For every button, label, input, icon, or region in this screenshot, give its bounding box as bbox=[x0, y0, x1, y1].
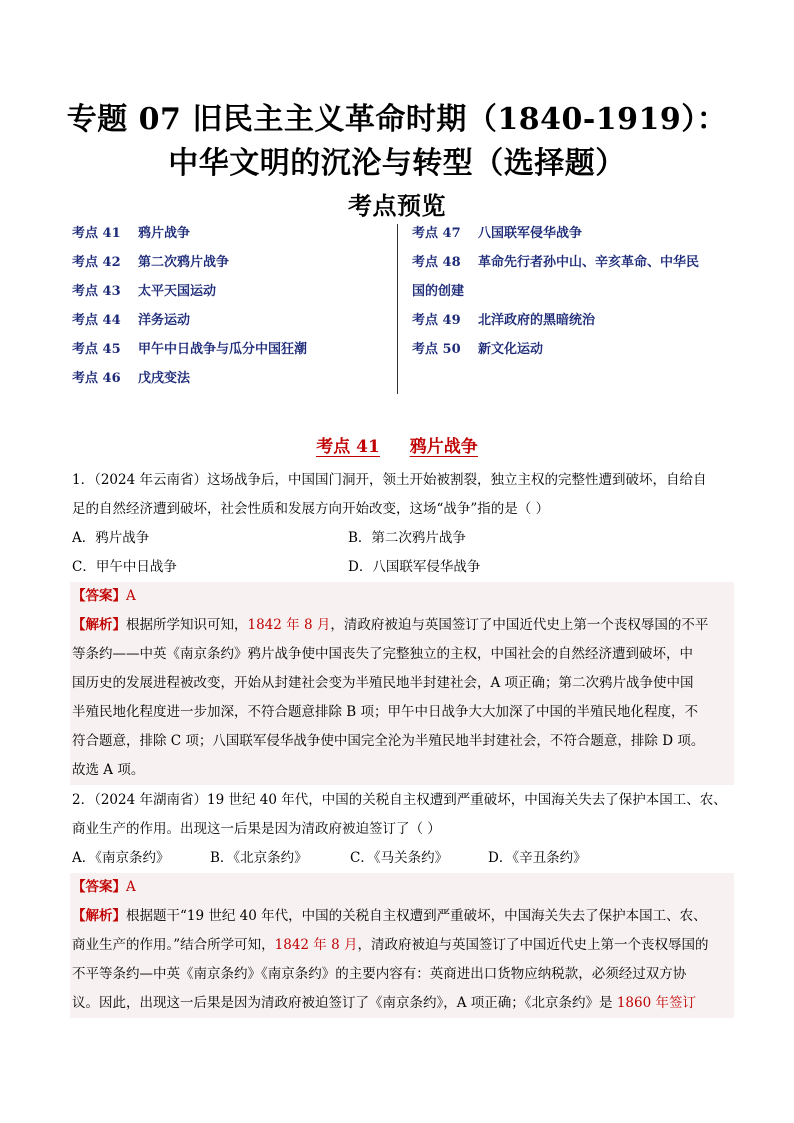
document-title-line1: 专题 07 旧民主主义革命时期（1840-1919）： bbox=[66, 102, 728, 137]
analysis-label: 【解析】 bbox=[72, 908, 126, 924]
option-c: C．甲午中日战争 bbox=[72, 559, 177, 575]
question-2-answer-box bbox=[70, 873, 734, 1018]
analysis-text: 根据题干“19 世纪 40 年代，中国的关税自主权遭到严重破坏，中国海关失去了保护本国工、农、 bbox=[126, 908, 707, 924]
question-1-options bbox=[72, 524, 732, 582]
toc-item-name: 鸦片战争 bbox=[138, 226, 191, 241]
toc-item-code: 考点 45 bbox=[72, 342, 121, 357]
question-2-options bbox=[72, 844, 732, 873]
analysis-line: 半殖民地化程度进一步加深，不符合题意排除 B 项；甲午中日战争大大加深了中国的半殖民地化程度，不 bbox=[72, 704, 699, 720]
analysis-line: 国历史的发展进程被改变，开始从封建社会变为半殖民地半封建社会，A 项正确；第二次鸦片战争使中国 bbox=[72, 675, 694, 691]
toc-item-code: 考点 41 bbox=[72, 226, 121, 241]
option-a: A．鸦片战争 bbox=[72, 530, 150, 546]
toc-item[interactable] bbox=[412, 311, 732, 340]
answer-value: A bbox=[126, 588, 136, 604]
option-a: A．《南京条约》 bbox=[72, 850, 170, 866]
toc-item-name: 北洋政府的黑暗统治 bbox=[478, 313, 596, 328]
analysis-line: 等条约——中英《南京条约》鸦片战争使中国丧失了完整独立的主权，中国社会的自然经济遭到破坏，中 bbox=[72, 646, 693, 662]
toc-item-code: 考点 43 bbox=[72, 284, 121, 299]
section-heading bbox=[0, 432, 794, 457]
toc-item[interactable] bbox=[412, 340, 732, 369]
question-line: 1．（2024 年云南省）这场战争后，中国国门洞开，领土开始被割裂，独立主权的完整性遭到破坏，自给自 bbox=[72, 472, 707, 488]
toc-item[interactable] bbox=[72, 253, 392, 282]
toc-item[interactable] bbox=[72, 224, 392, 253]
analysis-text: ，清政府被迫与英国签订了中国近代史上第一个丧权辱国的不平 bbox=[330, 617, 709, 633]
option-b: B．《北京条约》 bbox=[210, 850, 308, 866]
toc-item-code: 考点 46 bbox=[72, 371, 121, 386]
toc-item-code: 考点 42 bbox=[72, 255, 121, 270]
option-d: D．八国联军侵华战争 bbox=[348, 559, 481, 575]
question-1-stem bbox=[72, 466, 732, 524]
answer-label: 【答案】 bbox=[72, 879, 126, 895]
toc-item-name: 革命先行者孙中山、辛亥革命、中华民 bbox=[478, 255, 700, 270]
section-name: 鸦片战争 bbox=[409, 437, 478, 457]
question-line: 商业生产的作用。出现这一后果是因为清政府被迫签订了（ ） bbox=[72, 821, 441, 837]
toc-item-code: 考点 47 bbox=[412, 226, 461, 241]
analysis-date: 1842 年 8 月 bbox=[247, 617, 331, 633]
question-1-answer-box bbox=[70, 582, 734, 785]
toc-item[interactable] bbox=[72, 282, 392, 311]
toc-divider bbox=[397, 224, 398, 394]
option-d: D．《辛丑条约》 bbox=[488, 850, 587, 866]
document-title-line2: 中华文明的沉沦与转型（选择题） bbox=[168, 146, 626, 181]
toc-right-column bbox=[412, 224, 732, 369]
toc-item-code: 考点 44 bbox=[72, 313, 121, 328]
option-b: B．第二次鸦片战争 bbox=[348, 530, 466, 546]
toc-left-column bbox=[72, 224, 392, 398]
toc-item-name: 第二次鸦片战争 bbox=[138, 255, 230, 270]
analysis-date: 1842 年 8 月 bbox=[274, 937, 358, 953]
toc-item[interactable] bbox=[412, 253, 732, 282]
toc-item[interactable] bbox=[72, 369, 392, 398]
toc-item[interactable] bbox=[412, 224, 732, 253]
toc-item-code: 考点 49 bbox=[412, 313, 461, 328]
analysis-line: 符合题意，排除 C 项；八国联军侵华战争使中国完全沦为半殖民地半封建社会，不符合题意，排除 D 项。 bbox=[72, 733, 705, 749]
toc-item-continuation[interactable] bbox=[412, 282, 732, 311]
analysis-text: 议。因此，出现这一后果是因为清政府被迫签订了《南京条约》，A 项正确；《北京条约》是 bbox=[72, 995, 617, 1011]
question-2-stem bbox=[72, 786, 732, 844]
toc-item-code: 考点 48 bbox=[412, 255, 461, 270]
toc-item[interactable] bbox=[72, 340, 392, 369]
toc-item-code: 考点 50 bbox=[412, 342, 461, 357]
answer-value: A bbox=[126, 879, 136, 895]
toc-item-name: 戊戌变法 bbox=[138, 371, 191, 386]
section-code: 考点 41 bbox=[316, 437, 380, 457]
question-line: 足的自然经济遭到破坏，社会性质和发展方向开始改变，这场“战争”指的是（ ） bbox=[72, 501, 550, 517]
toc-item-name: 国的创建 bbox=[412, 284, 465, 299]
toc-item[interactable] bbox=[72, 311, 392, 340]
toc-item-name: 太平天国运动 bbox=[138, 284, 217, 299]
analysis-text: 根据所学知识可知， bbox=[126, 617, 248, 633]
analysis-date: 1860 年签订 bbox=[616, 995, 696, 1011]
analysis-label: 【解析】 bbox=[72, 617, 126, 633]
preview-heading: 考点预览 bbox=[348, 191, 446, 220]
analysis-text: ，清政府被迫与英国签订了中国近代史上第一个丧权辱国的 bbox=[357, 937, 709, 953]
analysis-line: 故选 A 项。 bbox=[72, 762, 145, 778]
toc-item-name: 洋务运动 bbox=[138, 313, 191, 328]
toc-item-name: 甲午中日战争与瓜分中国狂潮 bbox=[138, 342, 308, 357]
analysis-line: 不平等条约—中英《南京条约》《南京条约》的主要内容有：英商进出口货物应纳税款，必须经过双方协 bbox=[72, 966, 687, 982]
option-c: C．《马关条约》 bbox=[350, 850, 449, 866]
question-line: 2．（2024 年湖南省）19 世纪 40 年代，中国的关税自主权遭到严重破坏，中国海关失去了保护本国工、农、 bbox=[72, 792, 727, 808]
toc-item-name: 新文化运动 bbox=[478, 342, 544, 357]
analysis-text: 商业生产的作用。”结合所学可知， bbox=[72, 937, 275, 953]
toc-item-name: 八国联军侵华战争 bbox=[478, 226, 583, 241]
answer-label: 【答案】 bbox=[72, 588, 126, 604]
